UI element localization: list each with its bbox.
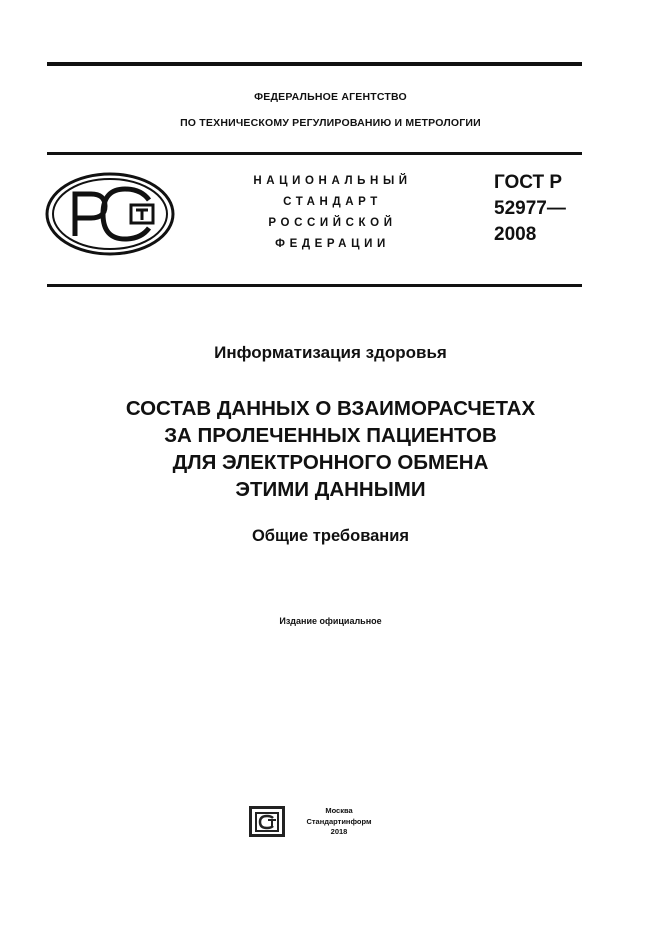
designation-line-1: ГОСТ Р — [494, 172, 563, 193]
title-line-2: ЗА ПРОЛЕЧЕННЫХ ПАЦИЕНТОВ — [164, 424, 497, 447]
national-standard-line-1: НАЦИОНАЛЬНЫЙ — [253, 175, 412, 187]
publisher-year: 2018 — [330, 827, 348, 836]
document-title — [0, 395, 661, 503]
national-standard-label — [230, 171, 435, 255]
national-standard-line-3: РОССИЙСКОЙ — [268, 217, 397, 229]
title-line-1: СОСТАВ ДАННЫХ О ВЗАИМОРАСЧЕТАХ — [125, 397, 536, 420]
header-rule — [47, 152, 582, 155]
agency-line-1: ФЕДЕРАЛЬНОЕ АГЕНТСТВО — [254, 91, 407, 103]
top-rule — [47, 62, 582, 66]
subject-heading: Информатизация здоровья — [214, 343, 447, 362]
document-subtitle: Общие требования — [251, 527, 410, 545]
national-standard-line-4: ФЕДЕРАЦИИ — [275, 238, 390, 250]
publisher-city: Москва — [325, 806, 353, 815]
edition-note: Издание официальное — [279, 616, 382, 626]
designation-line-3: 2008 — [494, 224, 537, 245]
publisher-name: Стандартинформ — [306, 816, 372, 826]
title-line-4: ЭТИМИ ДАННЫМИ — [235, 478, 426, 501]
publisher-block — [296, 806, 382, 838]
title-line-3: ДЛЯ ЭЛЕКТРОННОГО ОБМЕНА — [172, 451, 489, 474]
bottom-header-rule — [47, 284, 582, 287]
rst-mark-icon — [45, 172, 175, 256]
national-standard-line-2: СТАНДАРТ — [283, 196, 382, 208]
standartinform-logo-icon — [248, 805, 286, 838]
standard-designation — [494, 170, 566, 248]
designation-line-2: 52977— — [494, 198, 566, 219]
agency-line-2: ПО ТЕХНИЧЕСКОМУ РЕГУЛИРОВАНИЮ И МЕТРОЛОГИИ — [180, 117, 481, 129]
